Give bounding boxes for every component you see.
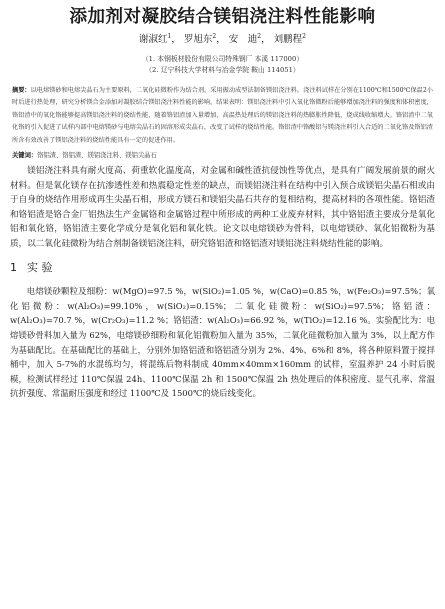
author-line: 谢淑红$^1$， 罗旭东$^2$， 安 迪$^2$， 刘鹏程$^2$ bbox=[139, 32, 306, 45]
keywords-label: 关键词： bbox=[12, 152, 38, 160]
section-heading bbox=[10, 260, 437, 276]
author-name: 刘鹏程 bbox=[273, 34, 303, 45]
affiliation-line: （1. 本钢板材股份有限公司特殊钢厂 本溪 117000） bbox=[141, 55, 304, 63]
author-affil-mark: 2 bbox=[257, 32, 262, 40]
author-name: 安 迪 bbox=[228, 34, 258, 45]
abstract-label: 摘要： bbox=[12, 87, 31, 94]
abstract bbox=[8, 85, 437, 147]
paper-title: 添加剂对凝胶结合镁铝浇注料性能影响 bbox=[69, 7, 376, 27]
author-name: 罗旭东 bbox=[183, 34, 213, 45]
author-affil-mark: 2 bbox=[212, 32, 217, 40]
section-number: 1 bbox=[10, 260, 17, 274]
author-name: 谢淑红 bbox=[139, 34, 168, 45]
introduction-paragraph: 镁铝浇注料具有耐火度高、荷重软化温度高，对金属和碱性渣抗侵蚀性等优点，是具有广阔发展前景的耐火材料。但是氧化镁存在抗渗透性差和热震稳定性差的缺点，而镁铝浇注料在结构中引入预合成镁铝尖晶石相或由于自身的烧结作用形成再生尖晶石相，形成方镁石和镁铝尖晶石共存的复相结构，提高材料的各项性能。铬铝渣和铬铝渣是铬合金厂铝热法生产金属铬和金属铬过程中所形成的两种工业废弃材料，其中铬铝渣主要成分是氧化铝和氧化铬，铬铝渣主要化学成分是氧化铝和氧化铁。论文以电熔镁砂为骨料，以电熔镁砂、氧化铝微粉为基质，以二氧化硅微粉为结合剂制备镁铝浇注料，研究铬铝渣和铬铝渣对镁铝浇注料烧结性能的影响。 bbox=[10, 166, 435, 249]
author-affil-mark: 1 bbox=[167, 32, 172, 40]
affiliation-line: （2. 辽宁科技大学材料与冶金学院 鞍山 114051） bbox=[145, 65, 300, 74]
keywords-text: 铬铝渣、铬铝渣、镁铝浇注料、镁铝尖晶石 bbox=[37, 152, 157, 160]
experiment-paragraph: 电熔镁砂颗粒及细粉：w(MgO)=97.5 %，w(SiO₂)=1.05 %，w(CaO)=0.85 %，w(Fe₂O₃)=97.5%；氧化铝微粉：w(Al₂O₃)=99.10%，w(SiO₂)=0.15%；二氧化硅微粉：w(SiO₂)=97.5%；铬铝渣：w(Al₂O₃)=70.7 %，w(Cr₂O₃)=11.2 %；铬铝渣：w(Al₂O₃)=66.92 %，w(TiO₂)=12.16 %。实验配比为：电熔镁砂骨料加入量为 62%，电熔镁砂细粉和氧化铝微粉加入量为 35%，二氧化硅微粉加入量为 3%，以上配方作为基础配比。在基础配比的基础上，分别外加铬铝渣和铬铝渣分别为 2%、4%、6%和 8%，将各种原料置于搅拌桶中，加入 5-7%的水混练均匀，将混练后物料制成 40mm×40mm×160mm 的试样，室温养护 24 小时后脱模，检测试样经过 110℃保温 24h、1100℃保温 2h 和 1500℃保温 2h 热处理后的体积密度、显气孔率、常温抗折强度、常温耐压强度和经过 1100℃及 1500℃的烧后线变化。 bbox=[10, 286, 435, 399]
affiliations bbox=[8, 54, 437, 75]
author-affil-mark: 2 bbox=[302, 32, 306, 40]
abstract-text: 以电熔镁砂和电熔尖晶石为主要原料，二氧化硅微粉作为结合剂，采用振动成型法制备镁铝浇注料。浇注料试样在分别在1100℃和1500℃保温2小时后进行热处理，研究分析镁合金添加对凝胶结合镁铝浇注料性能的影响。结果表明：镁铝浇注料中引入氧化铬微粉后能够增加浇注料的强度和体积密度，铬铝渣中的氧化铬能够提高镁铝浇注料的烧结性能，随着铬铝渣加入量增加，高温热处理后的镁铝浇注料的热膨胀性降低，烧成线收缩增大。铬铝渣中二氧化铬的引入促进了试样内部中电熔镁砂与电熔尖晶石的固溶形成尖晶石，改变了试样的烧结性能。铬铝渣中铬酸铝与镁浇注料引入合适的二氧化铬及铬铝渣所含有效改善了镁铝浇注料的烧结性能具有一定的促进作用。 bbox=[12, 87, 433, 144]
section-title: 实 验 bbox=[27, 260, 53, 274]
keywords bbox=[8, 150, 437, 161]
